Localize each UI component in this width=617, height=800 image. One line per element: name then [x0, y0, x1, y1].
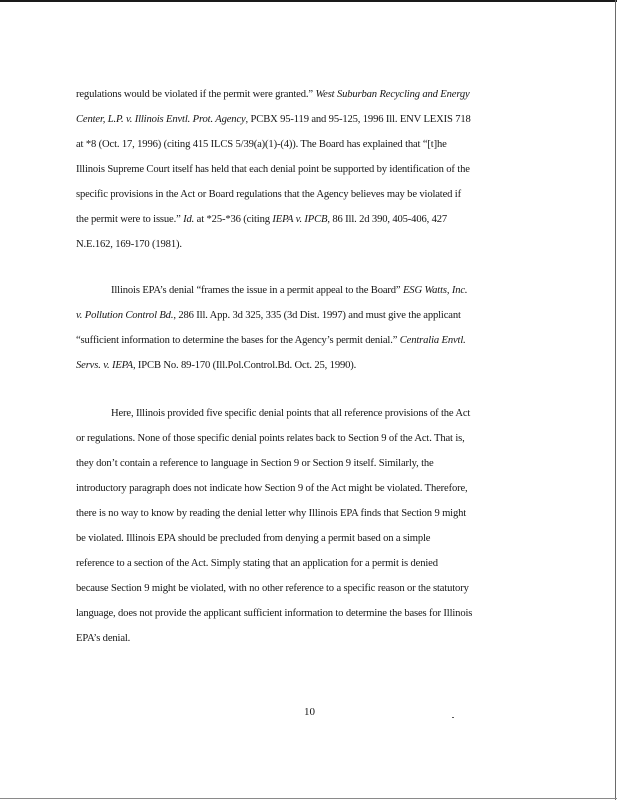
text-line: [76, 582, 469, 596]
text-line: [76, 507, 466, 521]
text-segment: they don’t contain a reference to language in Section 9 or Section 9 itself. Similarly, the: [76, 458, 434, 469]
text-line: [76, 334, 466, 348]
text-segment: , 86 Ill. 2d 390, 405-406, 427: [327, 214, 448, 225]
text-line: [76, 188, 461, 202]
text-line: [76, 482, 468, 496]
text-segment: , PCBX 95-119 and 95-125, 1996 Ill. ENV LEXIS 718: [245, 114, 471, 125]
text-segment: at *8 (Oct. 17, 1996) (citing 415 ILCS 5/39(a)(1)-(4)). The Board has explained that “[t]he: [76, 139, 447, 150]
text-line: [76, 309, 461, 323]
scan-border-top: [0, 0, 617, 2]
text-segment: reference to a section of the Act. Simply stating that an application for a permit is denied: [76, 558, 438, 569]
text-line: [76, 407, 470, 421]
text-line: [76, 607, 472, 621]
text-line: [76, 113, 471, 127]
text-segment: , IPCB No. 89-170 (Ill.Pol.Control.Bd. Oct. 25, 1990).: [132, 360, 357, 371]
text-segment: be violated. Illinois EPA should be precluded from denying a permit based on a simple: [76, 533, 431, 544]
text-line: [76, 163, 470, 177]
text-segment: because Section 9 might be violated, with no other reference to a specific reason or the statutory: [76, 583, 469, 594]
text-line: [76, 88, 470, 102]
text-segment: or regulations. None of those specific denial points relates back to Section 9 of the Act. That is,: [76, 433, 465, 444]
citation-italic: IEPA v. IPCB: [272, 214, 328, 225]
text-line: [76, 238, 182, 252]
citation-italic: Servs. v. IEPA: [76, 360, 133, 371]
text-line: [76, 557, 438, 571]
text-line: [76, 632, 130, 646]
text-segment: N.E.162, 169-170 (1981).: [76, 239, 182, 250]
citation-italic: v. Pollution Control Bd.: [76, 310, 174, 321]
text-segment: there is no way to know by reading the denial letter why Illinois EPA finds that Section 9 might: [76, 508, 467, 519]
text-segment: Illinois EPA’s denial “frames the issue in a permit appeal to the Board”: [111, 285, 403, 296]
text-line: [76, 532, 430, 546]
text-line: [76, 138, 447, 152]
text-segment: , 286 Ill. App. 3d 325, 335 (3d Dist. 1997) and must give the applicant: [173, 310, 461, 321]
scan-speck: [452, 717, 454, 718]
scan-border-right: [615, 0, 616, 800]
citation-italic: West Suburban Recycling and Energy: [315, 89, 470, 100]
text-segment: specific provisions in the Act or Board regulations that the Agency believes may be violated if: [76, 189, 461, 200]
text-segment: language, does not provide the applicant sufficient information to determine the bases for Illinois: [76, 608, 473, 619]
text-line: [76, 359, 356, 373]
text-segment: Illinois Supreme Court itself has held that each denial point be supported by identification of the: [76, 164, 470, 175]
text-line: [76, 213, 447, 227]
text-segment: the permit were to issue.”: [76, 214, 184, 225]
citation-italic: Centralia Envtl.: [399, 335, 466, 346]
text-line: [76, 432, 465, 446]
page-number: 10: [304, 706, 315, 718]
citation-italic: Center, L.P. v. Illinois Envtl. Prot. Agency: [76, 114, 246, 125]
text-segment: introductory paragraph does not indicate how Section 9 of the Act might be violated. Therefore,: [76, 483, 468, 494]
text-segment: at *25-*36 (citing: [194, 214, 273, 225]
text-segment: regulations would be violated if the permit were granted.”: [76, 89, 316, 100]
scan-border-bottom: [0, 798, 617, 799]
citation-italic: ESG Watts, Inc.: [402, 285, 468, 296]
citation-italic: Id.: [183, 214, 195, 225]
text-segment: Here, Illinois provided five specific denial points that all reference provisions of the Act: [111, 408, 471, 419]
text-line: [76, 457, 434, 471]
text-segment: EPA’s denial.: [76, 633, 131, 644]
text-segment: “sufficient information to determine the bases for the Agency’s permit denial.”: [76, 335, 400, 346]
text-line: [76, 284, 467, 298]
